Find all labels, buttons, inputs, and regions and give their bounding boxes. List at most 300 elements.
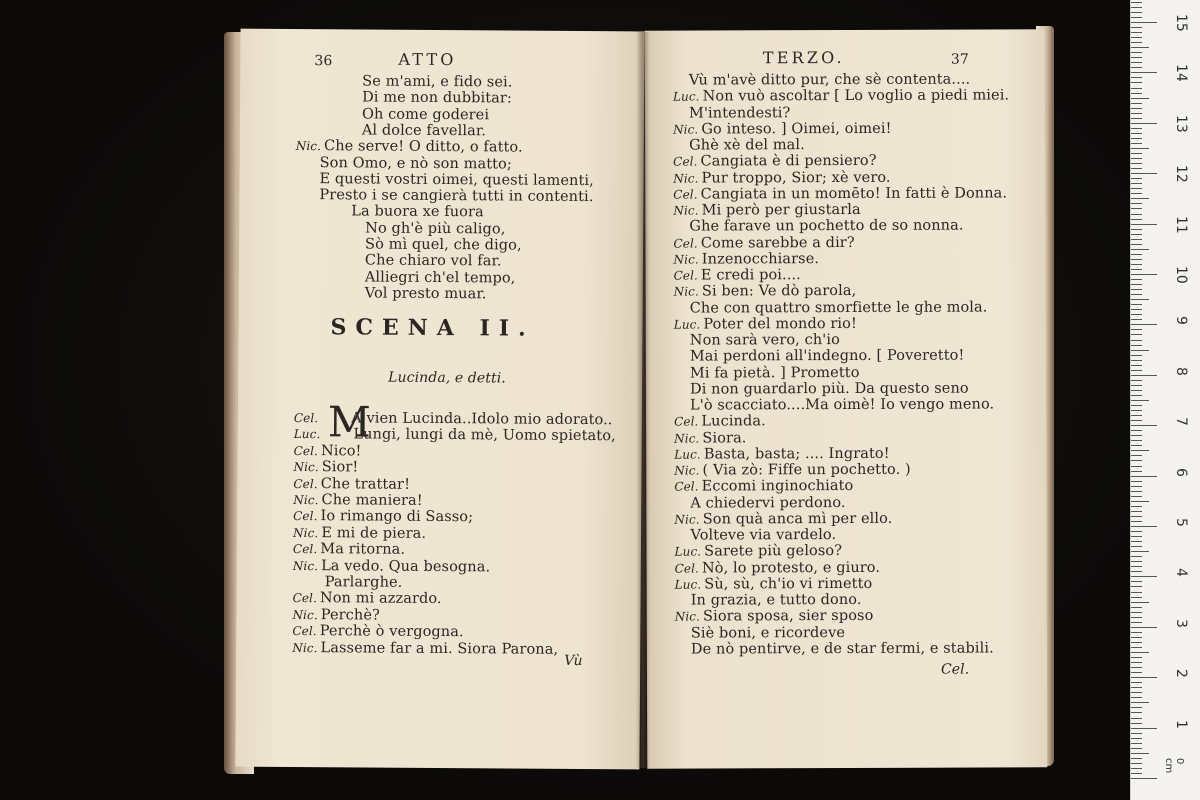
dialogue-text: Inzenocchiarse.	[701, 250, 820, 268]
dialogue-text: Volteve via vardelo.	[690, 527, 837, 544]
dialogue-text: La vedo. Qua besogna.	[321, 557, 491, 575]
ruler-tick	[1131, 773, 1142, 774]
ruler-tick	[1131, 7, 1142, 8]
speaker-label: Nic.	[292, 640, 318, 655]
text-line	[690, 380, 969, 397]
dialogue-text: Nico!	[320, 442, 362, 460]
dialogue-text: Mi fa pietà. ] Prometto	[689, 364, 860, 382]
ruler-tick	[1131, 42, 1142, 43]
text-line	[673, 185, 1007, 202]
ruler-tick	[1131, 481, 1142, 482]
text-line	[674, 430, 746, 446]
speaker-label: Cel.	[673, 154, 698, 169]
ruler-tick	[1131, 657, 1142, 658]
ruler-tick	[1131, 501, 1149, 502]
text-line	[365, 253, 502, 270]
text-line	[292, 607, 380, 624]
speaker-label: Cel.	[674, 561, 699, 576]
ruler-tick	[1131, 450, 1149, 451]
text-line	[362, 122, 486, 139]
ruler-tick	[1131, 728, 1157, 729]
ruler-tick	[1131, 47, 1149, 48]
ruler-tick	[1131, 219, 1142, 220]
text-line	[293, 558, 491, 575]
text-line	[674, 316, 857, 333]
ruler-tick	[1131, 662, 1142, 663]
dialogue-text: L'ò scacciato....Ma oimè! Io vengo meno.	[689, 396, 995, 414]
text-line	[293, 492, 423, 509]
speaker-label: Cel.	[674, 414, 699, 429]
speaker-label: Nic.	[293, 525, 319, 540]
speaker-label: Nic.	[673, 171, 699, 186]
ruler-tick	[1131, 324, 1157, 325]
dialogue-text: Mi però per giustarla	[701, 201, 861, 219]
text-line	[691, 592, 862, 609]
ruler-tick	[1131, 566, 1142, 567]
dialogue-text: In grazia, e tutto dono.	[690, 591, 862, 609]
text-line	[319, 187, 593, 205]
book-gutter	[636, 32, 650, 768]
ruler-tick	[1131, 460, 1142, 461]
ruler-tick	[1131, 27, 1142, 28]
dialogue-text: Son quà anca mì per ello.	[702, 510, 893, 528]
ruler-tick	[1131, 229, 1142, 230]
ruler-tick	[1131, 365, 1142, 366]
text-line	[675, 608, 874, 625]
text-line	[690, 527, 836, 544]
ruler-number: 12	[1173, 165, 1189, 184]
ruler-tick	[1131, 637, 1142, 638]
ruler-tick	[1131, 707, 1142, 708]
ruler-tick	[1131, 118, 1142, 119]
dialogue-text: Lucinda.	[701, 413, 766, 430]
ruler-tick	[1131, 234, 1142, 235]
dialogue-text: Non mi azzardo.	[319, 590, 442, 608]
ruler-tick	[1131, 103, 1142, 104]
measuring-ruler	[1130, 0, 1200, 800]
ruler-tick	[1131, 198, 1149, 199]
ruler-tick	[1131, 264, 1142, 265]
ruler-tick	[1131, 561, 1142, 562]
ruler-tick	[1131, 395, 1142, 396]
ruler-tick	[1131, 108, 1142, 109]
text-line	[365, 285, 487, 302]
text-line	[365, 220, 505, 237]
ruler-tick	[1131, 148, 1149, 149]
speaker-label: Cel.	[292, 591, 317, 606]
dialogue-text: Ghe farave un pochetto de so nonna.	[689, 217, 964, 235]
ruler-number: 2	[1173, 669, 1189, 679]
ruler-tick	[1131, 622, 1142, 623]
dialogue-text: No gh'è più caligo,	[365, 220, 506, 238]
ruler-tick	[1131, 249, 1149, 250]
speaker-label: Cel.	[673, 268, 698, 283]
speaker-label: Cel.	[673, 236, 698, 251]
ruler-number: 5	[1173, 518, 1189, 527]
text-line	[673, 251, 819, 268]
ruler-tick	[1131, 37, 1142, 38]
ruler-tick	[1131, 672, 1142, 673]
speaker-label: Nic.	[673, 252, 699, 267]
text-line	[690, 396, 994, 413]
catchword: Vù	[564, 652, 583, 670]
dialogue-text: Go inteso. ] Oimei, oimei!	[701, 120, 892, 138]
ruler-tick	[1131, 586, 1142, 587]
ruler-tick	[1131, 571, 1142, 572]
ruler-tick	[1131, 556, 1142, 557]
ruler-tick	[1131, 632, 1142, 633]
ruler-tick	[1131, 712, 1142, 713]
text-line	[351, 204, 484, 221]
dialogue-text: Se m'ami, e fido sei.	[362, 73, 513, 91]
dialogue-text: Al dolce favellar.	[361, 122, 487, 140]
ruler-tick	[1131, 143, 1142, 144]
ruler-tick	[1131, 360, 1142, 361]
page-number: 37	[950, 51, 969, 68]
dialogue-text: Mai perdoni all'indegno. [ Poveretto!	[689, 347, 965, 365]
dialogue-text: Cangiata è di pensiero?	[700, 153, 877, 170]
ruler-tick	[1131, 718, 1142, 719]
text-line	[362, 106, 489, 123]
ruler-tick	[1131, 77, 1142, 78]
text-line	[690, 364, 860, 381]
speaker-label: Nic.	[293, 460, 319, 475]
dialogue-text: Sù, sù, ch'io vi rimetto	[704, 575, 873, 593]
speaker-label: Nic.	[292, 607, 318, 622]
speaker-label: Nic.	[673, 203, 699, 218]
ruler-tick	[1131, 778, 1157, 779]
text-line	[674, 478, 853, 495]
speaker-label: Luc.	[672, 89, 700, 104]
page-number: 36	[314, 53, 333, 70]
dialogue-text: Oh come goderei	[361, 106, 490, 123]
dialogue-text: A vien Lucinda..Idolo mio adorato..	[351, 410, 613, 429]
speaker-label: Nic.	[674, 512, 700, 527]
ruler-tick	[1131, 254, 1142, 255]
ruler-number: 7	[1173, 417, 1189, 427]
ruler-tick	[1131, 743, 1142, 744]
dialogue-text: Siora sposa, sier sposo	[703, 608, 874, 625]
ruler-tick	[1131, 128, 1142, 129]
ruler-tick	[1131, 173, 1157, 174]
ruler-tick	[1131, 627, 1157, 628]
ruler-tick	[1131, 738, 1142, 739]
text-line	[362, 90, 512, 107]
ruler-unit-label: 0 cm	[1163, 758, 1185, 774]
ruler-tick	[1131, 642, 1142, 643]
ruler-tick	[1131, 420, 1142, 421]
text-line	[689, 218, 963, 235]
ruler-tick	[1131, 163, 1142, 164]
ruler-tick	[1131, 350, 1149, 351]
text-line	[365, 236, 522, 253]
ruler-tick	[1131, 455, 1142, 456]
text-line	[293, 590, 442, 607]
ruler-tick	[1131, 133, 1142, 134]
ruler-tick	[1131, 677, 1157, 678]
ruler-tick	[1131, 380, 1142, 381]
text-line	[689, 137, 805, 153]
dialogue-text: Cangiata in un momēto! In fatti è Donna.	[700, 185, 1008, 203]
dialogue-text: Sò mì quel, che digo,	[365, 236, 522, 254]
ruler-tick	[1131, 259, 1142, 260]
ruler-tick	[1131, 214, 1142, 215]
ruler-tick	[1131, 153, 1142, 154]
ruler-number: 14	[1173, 64, 1189, 83]
ruler-tick	[1131, 506, 1142, 507]
dialogue-text: Siora.	[702, 429, 747, 447]
speaker-label: Luc.	[674, 577, 702, 592]
ruler-tick	[1131, 733, 1142, 734]
ruler-tick	[1131, 763, 1142, 764]
text-line	[691, 640, 994, 657]
text-line	[674, 283, 857, 300]
ruler-tick	[1131, 682, 1142, 683]
dialogue-text: Si ben: Ve dò parola,	[701, 283, 857, 300]
text-line	[293, 476, 410, 493]
text-line	[674, 414, 766, 430]
left-page	[235, 29, 644, 770]
ruler-number: 8	[1173, 366, 1189, 376]
ruler-tick	[1131, 57, 1142, 58]
speaker-label: Cel.	[292, 542, 318, 557]
text-line	[673, 169, 890, 186]
ruler-tick	[1131, 581, 1142, 582]
ruler-tick	[1131, 491, 1142, 492]
speaker-label: Luc.	[673, 317, 701, 332]
ruler-tick	[1131, 652, 1149, 653]
ruler-tick	[1131, 385, 1142, 386]
ruler-tick	[1131, 476, 1157, 477]
ruler-tick	[1131, 602, 1149, 603]
speaker-label: Cel.	[293, 476, 318, 491]
text-line	[673, 202, 860, 219]
text-line	[296, 138, 523, 156]
ruler-tick	[1131, 62, 1142, 63]
text-line	[362, 73, 512, 90]
dialogue-text: Vol presto muar.	[364, 285, 487, 303]
text-line	[690, 299, 988, 316]
ruler-tick	[1131, 319, 1142, 320]
text-line	[674, 267, 801, 283]
dialogue-text: La buora xe fuora	[351, 203, 484, 221]
characters-line: Lucinda, e detti.	[388, 369, 506, 387]
ruler-tick	[1131, 188, 1142, 189]
dialogue-text: E credi poi....	[700, 267, 801, 284]
text-line	[689, 105, 790, 121]
ruler-tick	[1131, 440, 1142, 441]
text-line	[673, 153, 876, 170]
scene-heading: SCENA II.	[330, 314, 535, 342]
ruler-tick	[1131, 274, 1157, 275]
speaker-label: Cel.	[673, 187, 698, 202]
ruler-tick	[1131, 667, 1142, 668]
ruler-tick	[1131, 702, 1149, 703]
ruler-tick	[1131, 244, 1142, 245]
dialogue-text: Di non guardarlo più. Da questo seno	[689, 380, 969, 398]
ruler-number: 15	[1173, 14, 1189, 32]
text-line	[691, 625, 845, 642]
dialogue-text: Non vuò ascoltar [ Lo voglio a piedi miei.	[702, 87, 1010, 105]
text-line	[675, 559, 881, 576]
ruler-tick	[1131, 445, 1142, 446]
text-line	[293, 508, 473, 525]
speaker-label: Nic.	[292, 558, 319, 573]
speaker-label: Nic.	[295, 139, 322, 154]
text-line	[325, 574, 403, 591]
text-line	[674, 462, 911, 479]
ruler-tick	[1131, 405, 1142, 406]
ruler-number: 13	[1173, 114, 1189, 133]
text-line	[674, 511, 892, 528]
ruler-tick	[1131, 299, 1149, 300]
text-line	[675, 576, 873, 593]
ruler-tick	[1131, 576, 1157, 577]
ruler-tick	[1131, 239, 1142, 240]
dialogue-text: E mi de piera.	[321, 524, 427, 542]
dialogue-text: Che maniera!	[321, 492, 423, 509]
ruler-tick	[1131, 355, 1142, 356]
ruler-tick	[1131, 415, 1142, 416]
text-line	[690, 495, 845, 512]
speaker-label: Cel.	[674, 479, 699, 494]
ruler-tick	[1131, 193, 1142, 194]
dialogue-text: Presto i se cangierà tutti in contenti.	[319, 187, 594, 206]
dialogue-text: Ghè xè del mal.	[689, 137, 805, 154]
catchword: Cel.	[940, 661, 970, 678]
ruler-tick	[1131, 32, 1142, 33]
dialogue-text: Eccomi inginochiato	[701, 478, 854, 495]
ruler-tick	[1131, 748, 1142, 749]
ruler-tick	[1131, 687, 1142, 688]
dialogue-text: Di me non dubbitar:	[362, 89, 512, 107]
text-line	[293, 541, 405, 558]
dialogue-text: Io rimango di Sasso;	[320, 508, 474, 526]
ruler-tick	[1131, 592, 1142, 593]
ruler-tick	[1131, 123, 1157, 124]
ruler-tick	[1131, 314, 1142, 315]
dialogue-text: Sarete più geloso?	[704, 543, 843, 560]
text-line	[673, 121, 892, 138]
ruler-tick	[1131, 12, 1142, 13]
running-head: ATTO	[398, 49, 457, 70]
dialogue-text: Perchè?	[320, 606, 380, 624]
ruler-tick	[1131, 617, 1142, 618]
ruler-tick	[1131, 647, 1142, 648]
dialogue-text: Son Omo, e nò son matto;	[319, 154, 512, 172]
ruler-number: 4	[1173, 568, 1189, 578]
speaker-label: Cel.	[292, 624, 317, 639]
dialogue-text: A chiedervi perdono.	[690, 494, 846, 512]
text-line	[294, 410, 613, 428]
ruler-tick	[1131, 203, 1142, 204]
ruler-tick	[1131, 345, 1142, 346]
ruler-tick	[1131, 375, 1157, 376]
text-line	[294, 443, 362, 459]
ruler-tick	[1131, 753, 1149, 754]
ruler-tick	[1131, 178, 1142, 179]
speaker-label: Nic.	[673, 284, 699, 299]
ruler-tick	[1131, 430, 1142, 431]
dialogue-text: E questi vostri oimei, questi lamenti,	[319, 170, 594, 189]
ruler-number: 1	[1173, 719, 1189, 729]
ruler-tick	[1131, 692, 1142, 693]
ruler-number: 9	[1173, 316, 1189, 326]
ruler-tick	[1131, 284, 1142, 285]
ruler-tick	[1131, 138, 1142, 139]
dialogue-text: Sior!	[321, 459, 359, 476]
ruler-tick	[1131, 289, 1142, 290]
running-head: TERZO.	[762, 48, 845, 68]
dialogue-text: ( Via zò: Fiffe un pochetto. )	[702, 461, 911, 479]
dialogue-text: Parlarghe.	[324, 574, 403, 591]
ruler-tick	[1131, 758, 1142, 759]
speaker-label: Nic.	[674, 609, 701, 624]
ruler-tick	[1131, 158, 1142, 159]
dialogue-text: Alliegri ch'el tempo,	[364, 269, 516, 287]
ruler-tick	[1131, 551, 1149, 552]
ruler-tick	[1131, 67, 1142, 68]
dialogue-text: Poter del mondo rio!	[703, 315, 857, 333]
ruler-tick	[1131, 410, 1142, 411]
ruler-tick	[1131, 496, 1142, 497]
dialogue-text: Lungi, lungi da mè, Uomo spietato,	[353, 426, 616, 445]
speaker-label: Luc.	[674, 447, 701, 462]
dialogue-text: M'intendesti?	[688, 104, 791, 122]
ruler-tick	[1131, 224, 1157, 225]
speaker-label: Nic.	[293, 492, 319, 508]
ruler-tick	[1131, 768, 1142, 769]
ruler-tick	[1131, 22, 1157, 23]
dialogue-text: Ma ritorna.	[320, 541, 406, 558]
ruler-tick	[1131, 113, 1142, 114]
text-line	[319, 171, 593, 189]
ruler-tick	[1131, 607, 1142, 608]
ruler-tick	[1131, 168, 1142, 169]
text-line	[292, 640, 558, 658]
ruler-tick	[1131, 334, 1142, 335]
ruler-tick	[1131, 597, 1142, 598]
text-line	[674, 446, 890, 463]
speaker-label: Nic.	[674, 463, 700, 478]
ruler-tick	[1131, 526, 1157, 527]
text-line	[690, 332, 840, 349]
text-line	[293, 525, 426, 542]
text-line	[293, 459, 358, 475]
ruler-tick	[1131, 183, 1142, 184]
dialogue-text: Perchè ò vergogna.	[319, 623, 464, 641]
ruler-tick	[1131, 471, 1142, 472]
text-line	[689, 72, 970, 89]
ruler-tick	[1131, 486, 1142, 487]
ruler-number: 10	[1173, 266, 1189, 284]
ruler-tick	[1131, 531, 1142, 532]
drop-cap: M	[327, 397, 372, 447]
dialogue-text: Pur troppo, Sior; xè vero.	[701, 169, 891, 187]
ruler-tick	[1131, 88, 1142, 89]
ruler-tick	[1131, 546, 1142, 547]
ruler-tick	[1131, 521, 1142, 522]
speaker-label: Cel.	[293, 410, 319, 426]
ruler-tick	[1131, 17, 1142, 18]
ruler-tick	[1131, 400, 1149, 401]
speaker-label: Luc.	[674, 544, 702, 559]
dialogue-text: Che con quattro smorfiette le ghe mola.	[689, 299, 988, 317]
ruler-tick	[1131, 2, 1142, 3]
ruler-tick	[1131, 304, 1142, 305]
dialogue-text: Nò, lo protesto, e giuro.	[701, 559, 881, 577]
ruler-tick	[1131, 370, 1142, 371]
